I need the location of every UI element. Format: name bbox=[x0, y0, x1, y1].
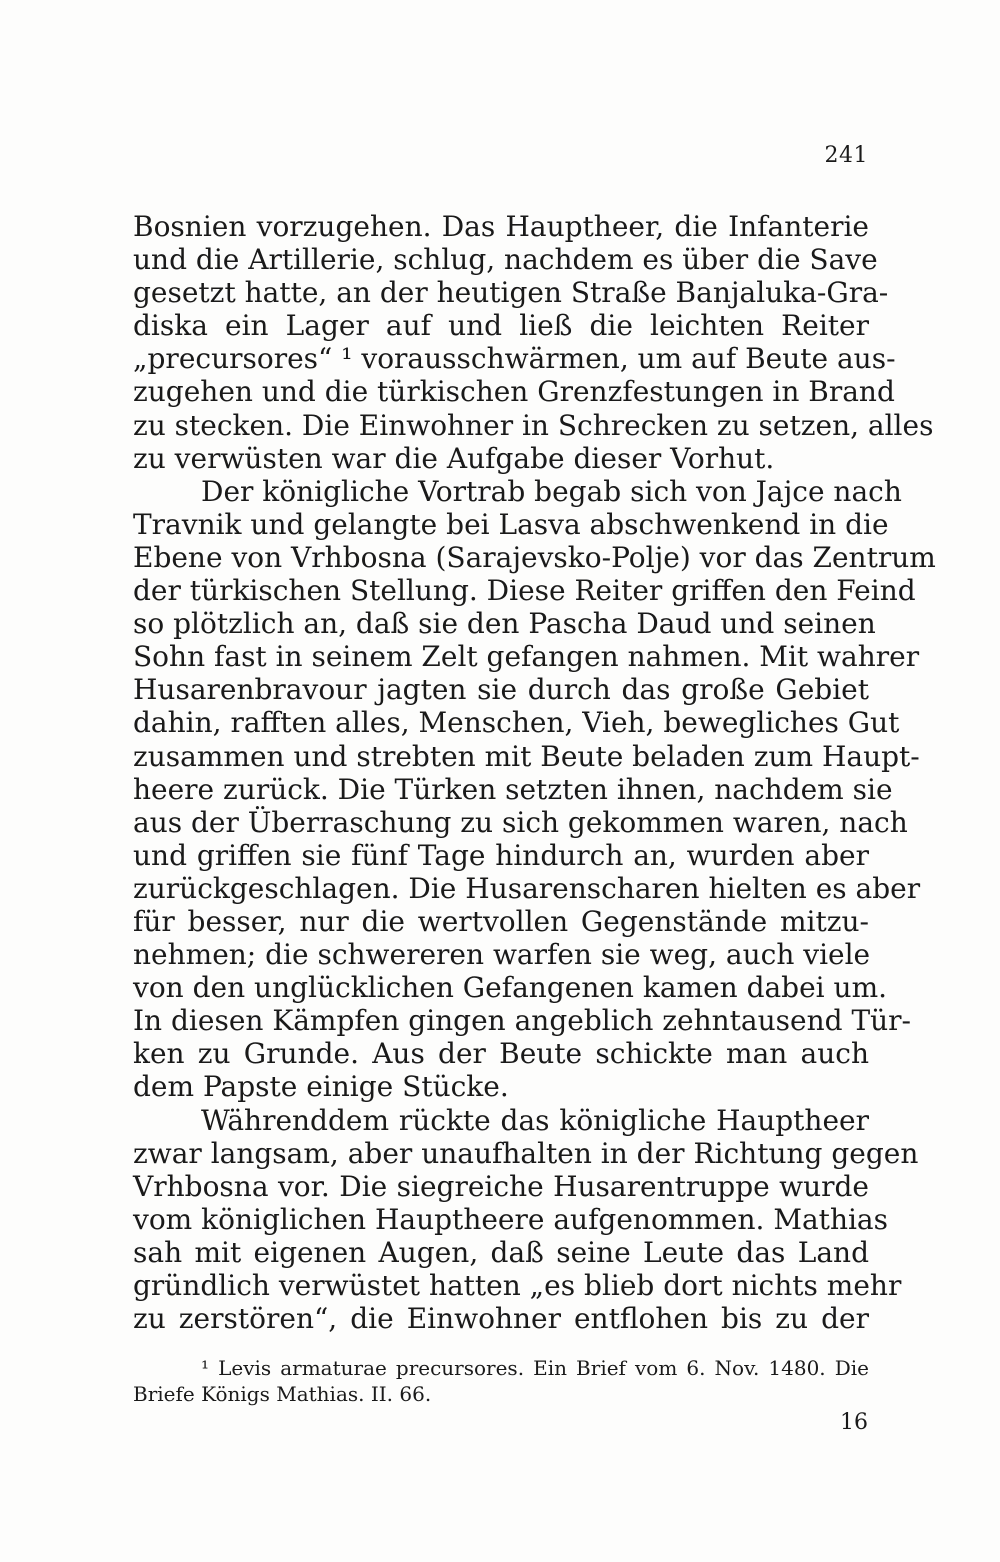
text-line: gründlich verwüstet hatten „es blieb dort nichts mehr bbox=[133, 1269, 902, 1302]
text-line: heere zurück. Die Türken setzten ihnen, nachdem sie bbox=[133, 772, 893, 806]
body-text bbox=[133, 210, 936, 1336]
text-line: so plötzlich an, daß sie den Pascha Daud und seinen bbox=[133, 607, 876, 641]
text-line: der türkischen Stellung. Diese Reiter griffen den Feind bbox=[133, 574, 916, 608]
text-line: Sohn fast in seinem Zelt gefangen nahmen. Mit wahrer bbox=[133, 640, 920, 674]
text-line: Travnik und gelangte bei Lasva abschwenkend in die bbox=[133, 507, 889, 541]
text-line: dahin, rafften alles, Menschen, Vieh, bewegliches Gut bbox=[133, 706, 900, 740]
footnote-line: ¹ Levis armaturae precursores. Ein Brief vom 6. Nov. 1480. Die bbox=[201, 1356, 869, 1380]
text-line: zusammen und strebten mit Beute beladen zum Haupt- bbox=[133, 739, 920, 773]
text-line: Der königliche Vortrab begab sich von Jajce nach bbox=[201, 474, 902, 508]
text-line: Ebene von Vrhbosna (Sarajevsko-Polje) vor das Zentrum bbox=[133, 540, 936, 574]
text-line: zu verwüsten war die Aufgabe dieser Vorhut. bbox=[133, 441, 775, 475]
text-line: zugehen und die türkischen Grenzfestungen in Brand bbox=[133, 375, 895, 409]
paragraph bbox=[133, 474, 936, 1104]
text-line: gesetzt hatte, an der heutigen Straße Banjaluka-Gra- bbox=[133, 276, 889, 310]
text-line: dem Papste einige Stücke. bbox=[133, 1070, 509, 1104]
text-line: In diesen Kämpfen gingen angeblich zehntausend Tür- bbox=[133, 1004, 911, 1038]
paragraph bbox=[133, 210, 934, 475]
text-line: zu stecken. Die Einwohner in Schrecken zu setzen, alles bbox=[133, 408, 934, 442]
text-line: und die Artillerie, schlug, nachdem es über die Save bbox=[133, 243, 878, 277]
text-line: ken zu Grunde. Aus der Beute schickte man auch bbox=[133, 1037, 869, 1071]
text-line: aus der Überraschung zu sich gekommen waren, nach bbox=[133, 805, 908, 839]
text-line: diska ein Lager auf und ließ die leichten Reiter bbox=[133, 309, 869, 343]
text-line: zu zerstören“, die Einwohner entflohen bis zu der bbox=[133, 1302, 869, 1336]
text-line: nehmen; die schwereren warfen sie weg, auch viele bbox=[133, 938, 871, 972]
text-line: zurückgeschlagen. Die Husarenscharen hielten es aber bbox=[133, 871, 921, 905]
text-line: zwar langsam, aber unaufhalten in der Richtung gegen bbox=[133, 1136, 919, 1170]
text-line: für besser, nur die wertvollen Gegenstände mitzu- bbox=[133, 904, 869, 938]
footnote bbox=[133, 1355, 869, 1407]
text-line: Währenddem rückte das königliche Hauptheer bbox=[201, 1103, 869, 1137]
text-line: „precursores“ ¹ vorausschwärmen, um auf Beute aus- bbox=[133, 342, 896, 376]
text-line: Vrhbosna vor. Die siegreiche Husarentruppe wurde bbox=[133, 1169, 869, 1203]
text-line: und griffen sie fünf Tage hindurch an, wurden aber bbox=[133, 838, 869, 872]
paragraph bbox=[133, 1103, 919, 1336]
text-line: sah mit eigenen Augen, daß seine Leute das Land bbox=[133, 1235, 869, 1269]
text-line: Husarenbravour jagten sie durch das große Gebiet bbox=[133, 673, 869, 707]
printer-signature: 16 bbox=[840, 1410, 868, 1435]
page-number: 241 bbox=[824, 143, 868, 168]
footnote-line: Briefe Königs Mathias. II. 66. bbox=[133, 1382, 432, 1406]
text-line: von den unglücklichen Gefangenen kamen dabei um. bbox=[133, 971, 888, 1005]
text-line: Bosnien vorzugehen. Das Hauptheer, die Infanterie bbox=[133, 210, 869, 243]
text-line: vom königlichen Hauptheere aufgenommen. Mathias bbox=[133, 1202, 888, 1236]
